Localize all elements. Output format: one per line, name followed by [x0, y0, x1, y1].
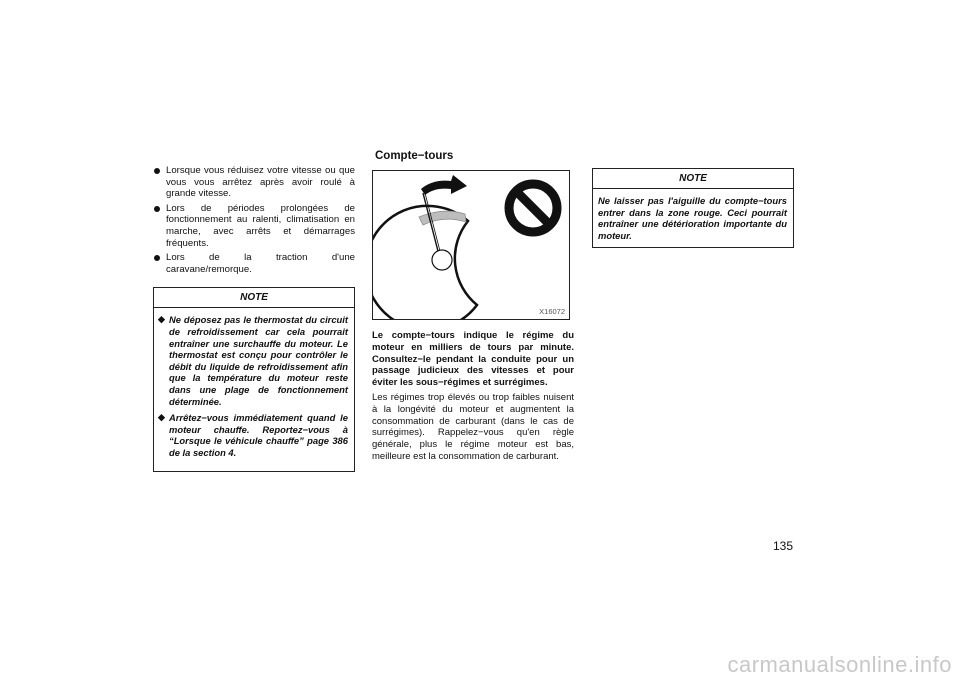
conditions-list: [153, 165, 355, 275]
note-paragraph: ◆ Ne déposez pas le thermostat du circuit de refroidissement car cela pourrait entraîner une surchauffe du moteur. Le thermostat est conçu pour contrôler le débit du liquide de refroidissement afin que la température du moteur reste dans une plage de fonctionnement déterminée.: [158, 314, 348, 407]
note-paragraph: Ne laisser pas l'aiguille du compte−tours entrer dans la zone rouge. Ceci pourrait entraîner une détérioration importante du moteur.: [598, 195, 787, 241]
figure-code: X16072: [539, 307, 565, 316]
list-item: Lors de périodes prolongées de fonctionnement au ralenti, climatisation en marche, avec arrêts et démarrages fréquents.: [153, 203, 355, 249]
section-heading: Compte−tours: [375, 150, 454, 162]
diamond-bullet-icon: ◆: [158, 412, 165, 423]
bullet-icon: [154, 255, 160, 261]
note-paragraph: ◆ Arrêtez−vous immédiatement quand le moteur chauffe. Reportez−vous à “Lorsque le véhicule chauffe” page 386 de la section 4.: [158, 412, 348, 458]
tachometer-figure: [372, 170, 570, 320]
watermark: carmanualsonline.info: [727, 652, 952, 677]
bullet-icon: [154, 168, 160, 174]
note-title: NOTE: [154, 288, 354, 308]
middle-column: [372, 150, 574, 463]
diamond-bullet-icon: ◆: [158, 314, 165, 325]
needle-hub: [432, 250, 452, 270]
prohibited-icon: [509, 184, 557, 232]
red-zone-shading: [419, 211, 466, 225]
tachometer-body-text: Les régimes trop élevés ou trop faibles nuisent à la longévité du moteur et augmentent la consommation de carburant (dans le cas de surrégimes). Rappelez−vous qu'en règle générale, plus le régime moteur est bas, meilleure est la consommation de carburant.: [372, 391, 574, 462]
note-title: NOTE: [593, 169, 793, 189]
tachometer-intro-text: Le compte−tours indique le régime du moteur en milliers de tours par minute. Consultez−le pendant la conduite pour un passage judicieux des vitesses et pour éviter les sous−régimes et surrégimes.: [372, 330, 574, 389]
page-number: 135: [773, 539, 794, 553]
tachometer-illustration: [373, 171, 569, 319]
rotation-arrow-icon: [421, 175, 467, 195]
list-item: Lorsque vous réduisez votre vitesse ou que vous vous arrêtez après avoir roulé à grande vitesse.: [153, 165, 355, 200]
right-column: [592, 168, 794, 248]
list-item: Lors de la traction d'une caravane/remorque.: [153, 252, 355, 275]
left-column: [153, 165, 355, 472]
bullet-icon: [154, 206, 160, 212]
tachometer-note-box: [592, 168, 794, 248]
thermostat-note-box: [153, 287, 355, 472]
